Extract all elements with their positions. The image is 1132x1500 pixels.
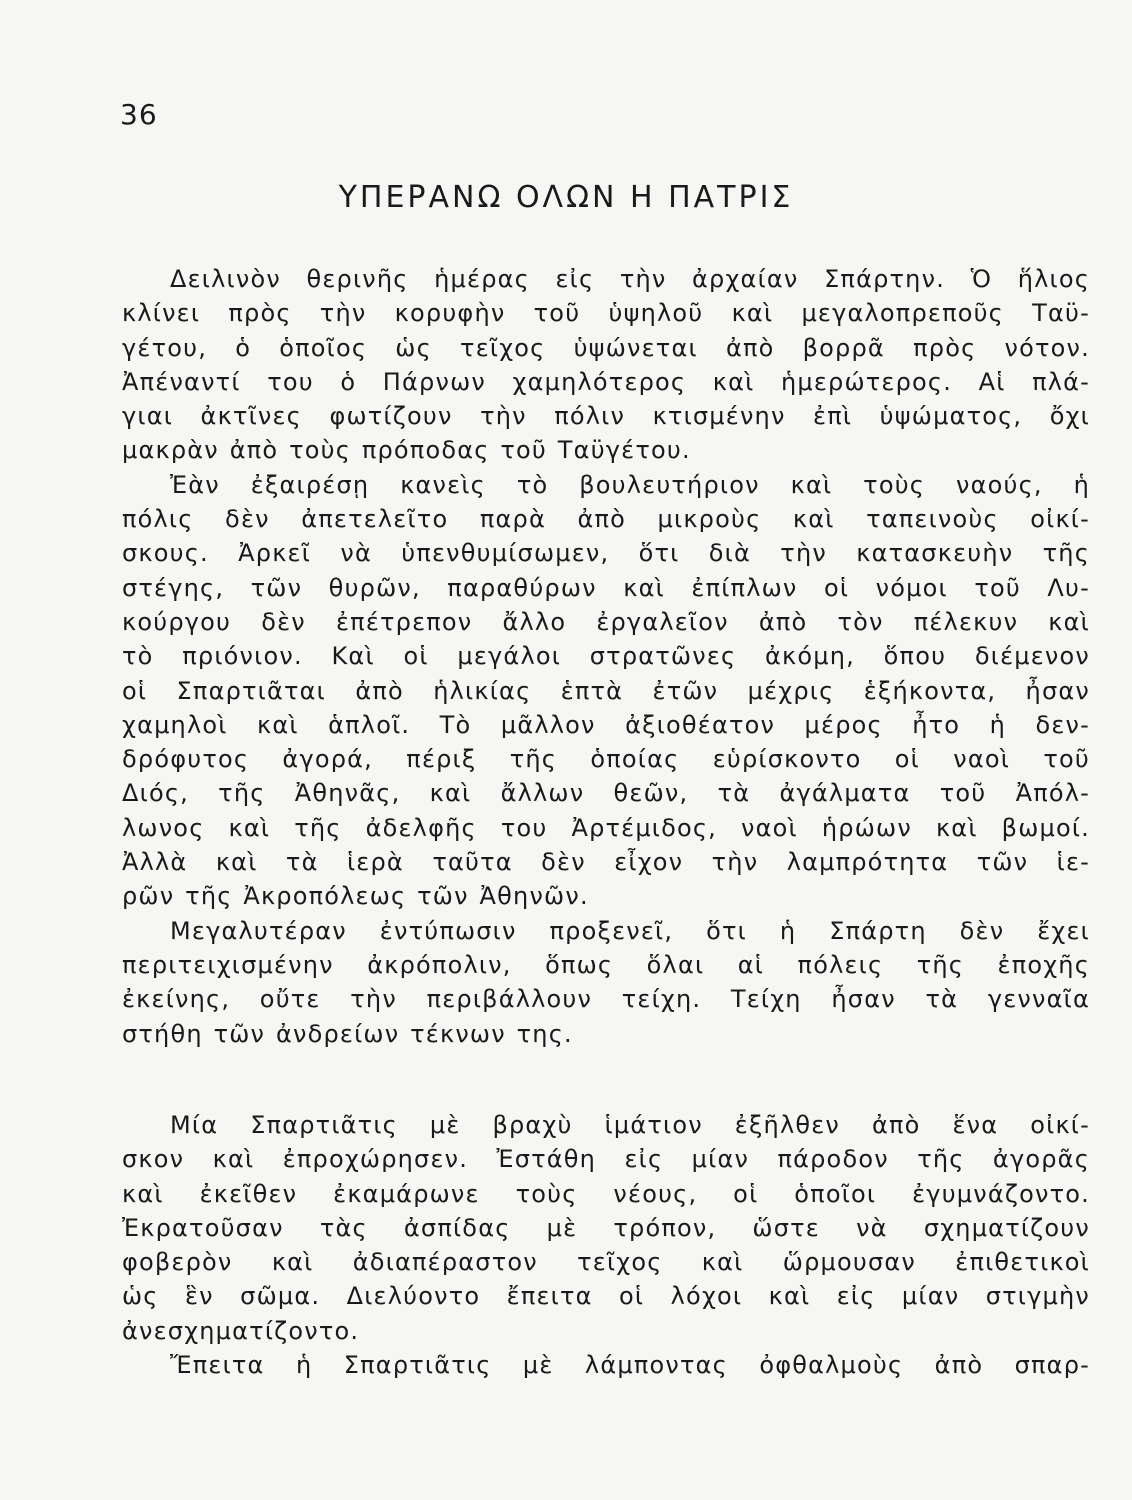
chapter-title: ΥΠΕΡΑΝΩ ΟΛΩΝ Η ΠΑΤΡΙΣ [338,180,794,215]
text-line: σκους. Ἀρκεῖ νὰ ὑπενθυμίσωμεν, ὅτι διὰ τὴν κατασκευὴν τῆς [122,539,1090,568]
text-block-2 [122,1108,1090,1382]
text-line: φοβερὸν καὶ ἀδιαπέραστον τεῖχος καὶ ὥρμουσαν ἐπιθετικοὶ [122,1248,1090,1277]
text-line: περιτειχισμένην ἀκρόπολιν, ὅπως ὅλαι αἱ πόλεις τῆς ἐποχῆς [122,950,1090,979]
text-line: γέτου, ὁ ὁποῖος ὡς τεῖχος ὑψώνεται ἀπὸ βορρᾶ πρὸς νότον. [122,333,1090,362]
text-line: κούργου δὲν ἐπέτρεπον ἄλλο ἐργαλεῖον ἀπὸ τὸν πέλεκυν καὶ [122,607,1090,636]
page-number: 36 [120,98,158,131]
text-line: τὸ πριόνιον. Καὶ οἱ μεγάλοι στρατῶνες ἀκόμη, ὅπου διέμενον [122,642,1090,671]
text-line: λωνος καὶ τῆς ἀδελφῆς του Ἀρτέμιδος, ναοὶ ἡρώων καὶ βωμοί. [122,813,1090,842]
text-line: Μία Σπαρτιᾶτις μὲ βραχὺ ἱμάτιον ἐξῆλθεν ἀπὸ ἕνα οἰκί- [170,1111,1090,1139]
text-line: Δειλινὸν θερινῆς ἡμέρας εἰς τὴν ἀρχαίαν Σπάρτην. Ὁ ἥλιος [170,265,1090,293]
text-line: ρῶν τῆς Ἀκροπόλεως τῶν Ἀθηνῶν. [122,882,589,911]
text-line: ἀνεσχηματίζοντο. [122,1316,360,1345]
text-line: κλίνει πρὸς τὴν κορυφὴν τοῦ ὑψηλοῦ καὶ μεγαλοπρεποῦς Ταϋ- [122,299,1090,328]
text-line: δρόφυτος ἀγορά, πέριξ τῆς ὁποίας εὑρίσκοντο οἱ ναοὶ τοῦ [122,745,1090,774]
text-line: καὶ ἐκεῖθεν ἐκαμάρωνε τοὺς νέους, οἱ ὁποῖοι ἐγυμνάζοντο. [122,1179,1090,1208]
text-line: ἐκείνης, οὔτε τὴν περιβάλλουν τείχη. Τείχη ἦσαν τὰ γενναῖα [122,985,1090,1014]
text-line: στέγης, τῶν θυρῶν, παραθύρων καὶ ἐπίπλων οἱ νόμοι τοῦ Λυ- [122,573,1090,602]
text-line: μακρὰν ἀπὸ τοὺς πρόποδας τοῦ Ταϋγέτου. [122,436,691,465]
text-line: ὡς ἓν σῶμα. Διελύοντο ἔπειτα οἱ λόχοι καὶ εἰς μίαν στιγμὴν [122,1282,1090,1311]
text-line: γιαι ἀκτῖνες φωτίζουν τὴν πόλιν κτισμένην ἐπὶ ὑψώματος, ὄχι [122,402,1090,431]
text-line: σκον καὶ ἐπροχώρησεν. Ἐστάθη εἰς μίαν πάροδον τῆς ἀγορᾶς [122,1145,1090,1174]
text-block-1 [122,262,1090,1051]
text-line: Διός, τῆς Ἀθηνᾶς, καὶ ἄλλων θεῶν, τὰ ἀγάλματα τοῦ Ἀπόλ- [122,779,1090,808]
text-line: οἱ Σπαρτιᾶται ἀπὸ ἡλικίας ἑπτὰ ἐτῶν μέχρις ἑξήκοντα, ἦσαν [122,676,1090,705]
text-line: χαμηλοὶ καὶ ἁπλοῖ. Τὸ μᾶλλον ἀξιοθέατον μέρος ἦτο ἡ δεν- [122,710,1090,739]
text-line: Ἐκρατοῦσαν τὰς ἀσπίδας μὲ τρόπον, ὥστε νὰ σχηματίζουν [122,1213,1090,1242]
text-line: Ἔπειτα ἡ Σπαρτιᾶτις μὲ λάμποντας ὀφθαλμοὺς ἀπὸ σπαρ- [170,1351,1090,1380]
text-line: Ἀλλὰ καὶ τὰ ἱερὰ ταῦτα δὲν εἶχον τὴν λαμπρότητα τῶν ἱε- [122,848,1090,877]
text-line: Μεγαλυτέραν ἐντύπωσιν προξενεῖ, ὅτι ἡ Σπάρτη δὲν ἔχει [170,916,1090,945]
text-line: στήθη τῶν ἀνδρείων τέκνων της. [122,1019,573,1048]
text-line: Ἀπέναντί του ὁ Πάρνων χαμηλότερος καὶ ἡμερώτερος. Αἱ πλά- [122,367,1090,396]
text-line: πόλις δὲν ἀπετελεῖτο παρὰ ἀπὸ μικροὺς καὶ ταπεινοὺς οἰκί- [122,505,1090,534]
text-line: Ἐὰν ἐξαιρέσῃ κανεὶς τὸ βουλευτήριον καὶ τοὺς ναούς, ἡ [170,470,1090,499]
